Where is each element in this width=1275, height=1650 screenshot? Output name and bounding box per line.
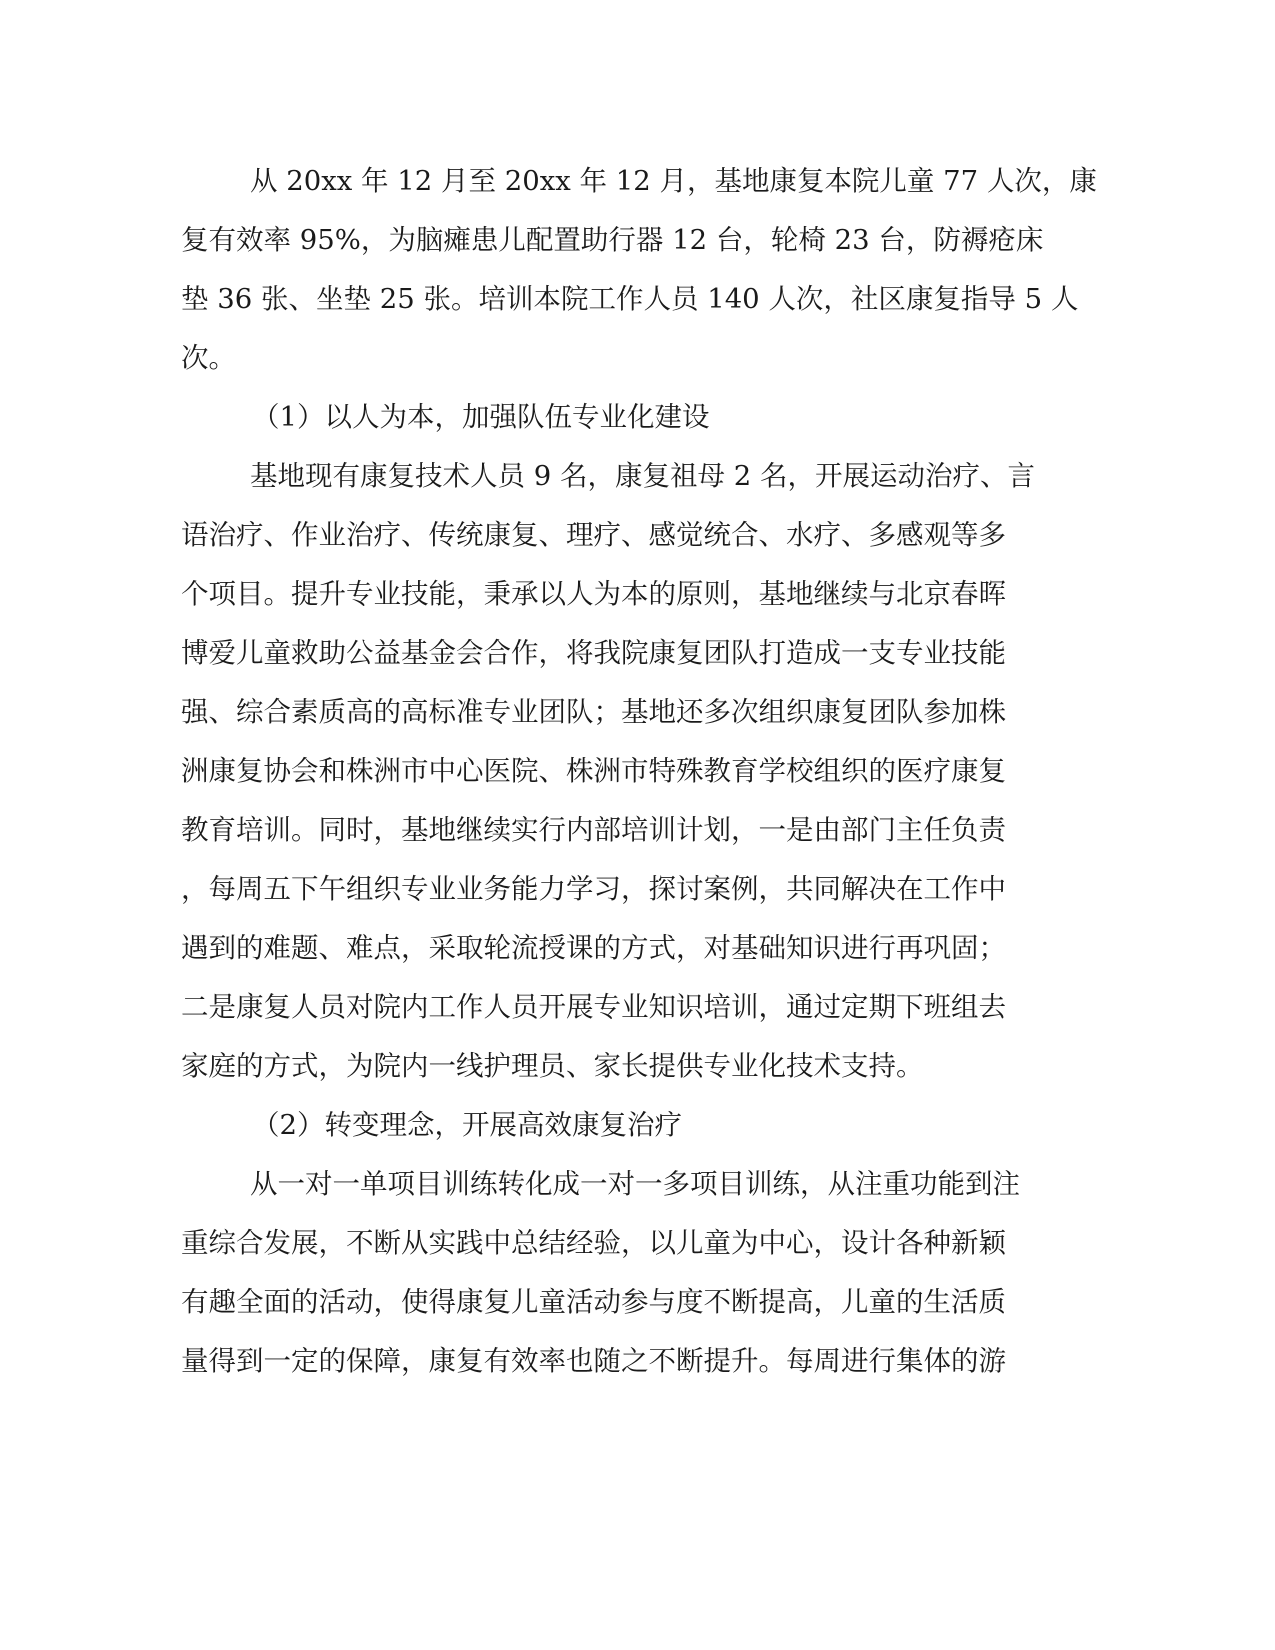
paragraph-3-line-4: 量得到一定的保障，康复有效率也随之不断提升。每周进行集体的游 [181, 1345, 1006, 1377]
paragraph-2-line-4: 博爱儿童救助公益基金会合作，将我院康复团队打造成一支专业技能 [181, 637, 1006, 669]
paragraph-1-line-2: 复有效率 95%，为脑瘫患儿配置助行器 12 台，轮椅 23 台，防褥疮床 [181, 224, 1044, 256]
paragraph-1-line-4: 次。 [181, 342, 236, 374]
section-heading-1: （1）以人为本，加强队伍专业化建设 [252, 401, 710, 433]
paragraph-1-line-3: 垫 36 张、坐垫 25 张。培训本院工作人员 140 人次，社区康复指导 5 人 [181, 283, 1079, 315]
paragraph-2-line-1: 基地现有康复技术人员 9 名，康复祖母 2 名，开展运动治疗、言 [250, 460, 1035, 492]
paragraph-3-line-1: 从一对一单项目训练转化成一对一多项目训练，从注重功能到注 [250, 1168, 1020, 1200]
paragraph-2-line-2: 语治疗、作业治疗、传统康复、理疗、感觉统合、水疗、多感观等多 [181, 519, 1006, 551]
paragraph-2-line-3: 个项目。提升专业技能，秉承以人为本的原则，基地继续与北京春晖 [181, 578, 1006, 610]
paragraph-2-line-9: 遇到的难题、难点，采取轮流授课的方式，对基础知识进行再巩固； [181, 932, 1006, 964]
paragraph-2-line-10: 二是康复人员对院内工作人员开展专业知识培训，通过定期下班组去 [181, 991, 1006, 1023]
paragraph-2-line-8: ，每周五下午组织专业业务能力学习，探讨案例，共同解决在工作中 [181, 873, 1006, 905]
paragraph-3-line-3: 有趣全面的活动，使得康复儿童活动参与度不断提高，儿童的生活质 [181, 1286, 1006, 1318]
paragraph-2-line-11: 家庭的方式，为院内一线护理员、家长提供专业化技术支持。 [181, 1050, 924, 1082]
paragraph-2-line-7: 教育培训。同时，基地继续实行内部培训计划，一是由部门主任负责 [181, 814, 1006, 846]
paragraph-1-line-1: 从 20xx 年 12 月至 20xx 年 12 月，基地康复本院儿童 77 人次，康 [250, 165, 1097, 197]
paragraph-2-line-5: 强、综合素质高的高标准专业团队；基地还多次组织康复团队参加株 [181, 696, 1006, 728]
section-heading-2: （2）转变理念，开展高效康复治疗 [252, 1109, 682, 1141]
paragraph-3-line-2: 重综合发展，不断从实践中总结经验，以儿童为中心，设计各种新颖 [181, 1227, 1006, 1259]
paragraph-2-line-6: 洲康复协会和株洲市中心医院、株洲市特殊教育学校组织的医疗康复 [181, 755, 1006, 787]
